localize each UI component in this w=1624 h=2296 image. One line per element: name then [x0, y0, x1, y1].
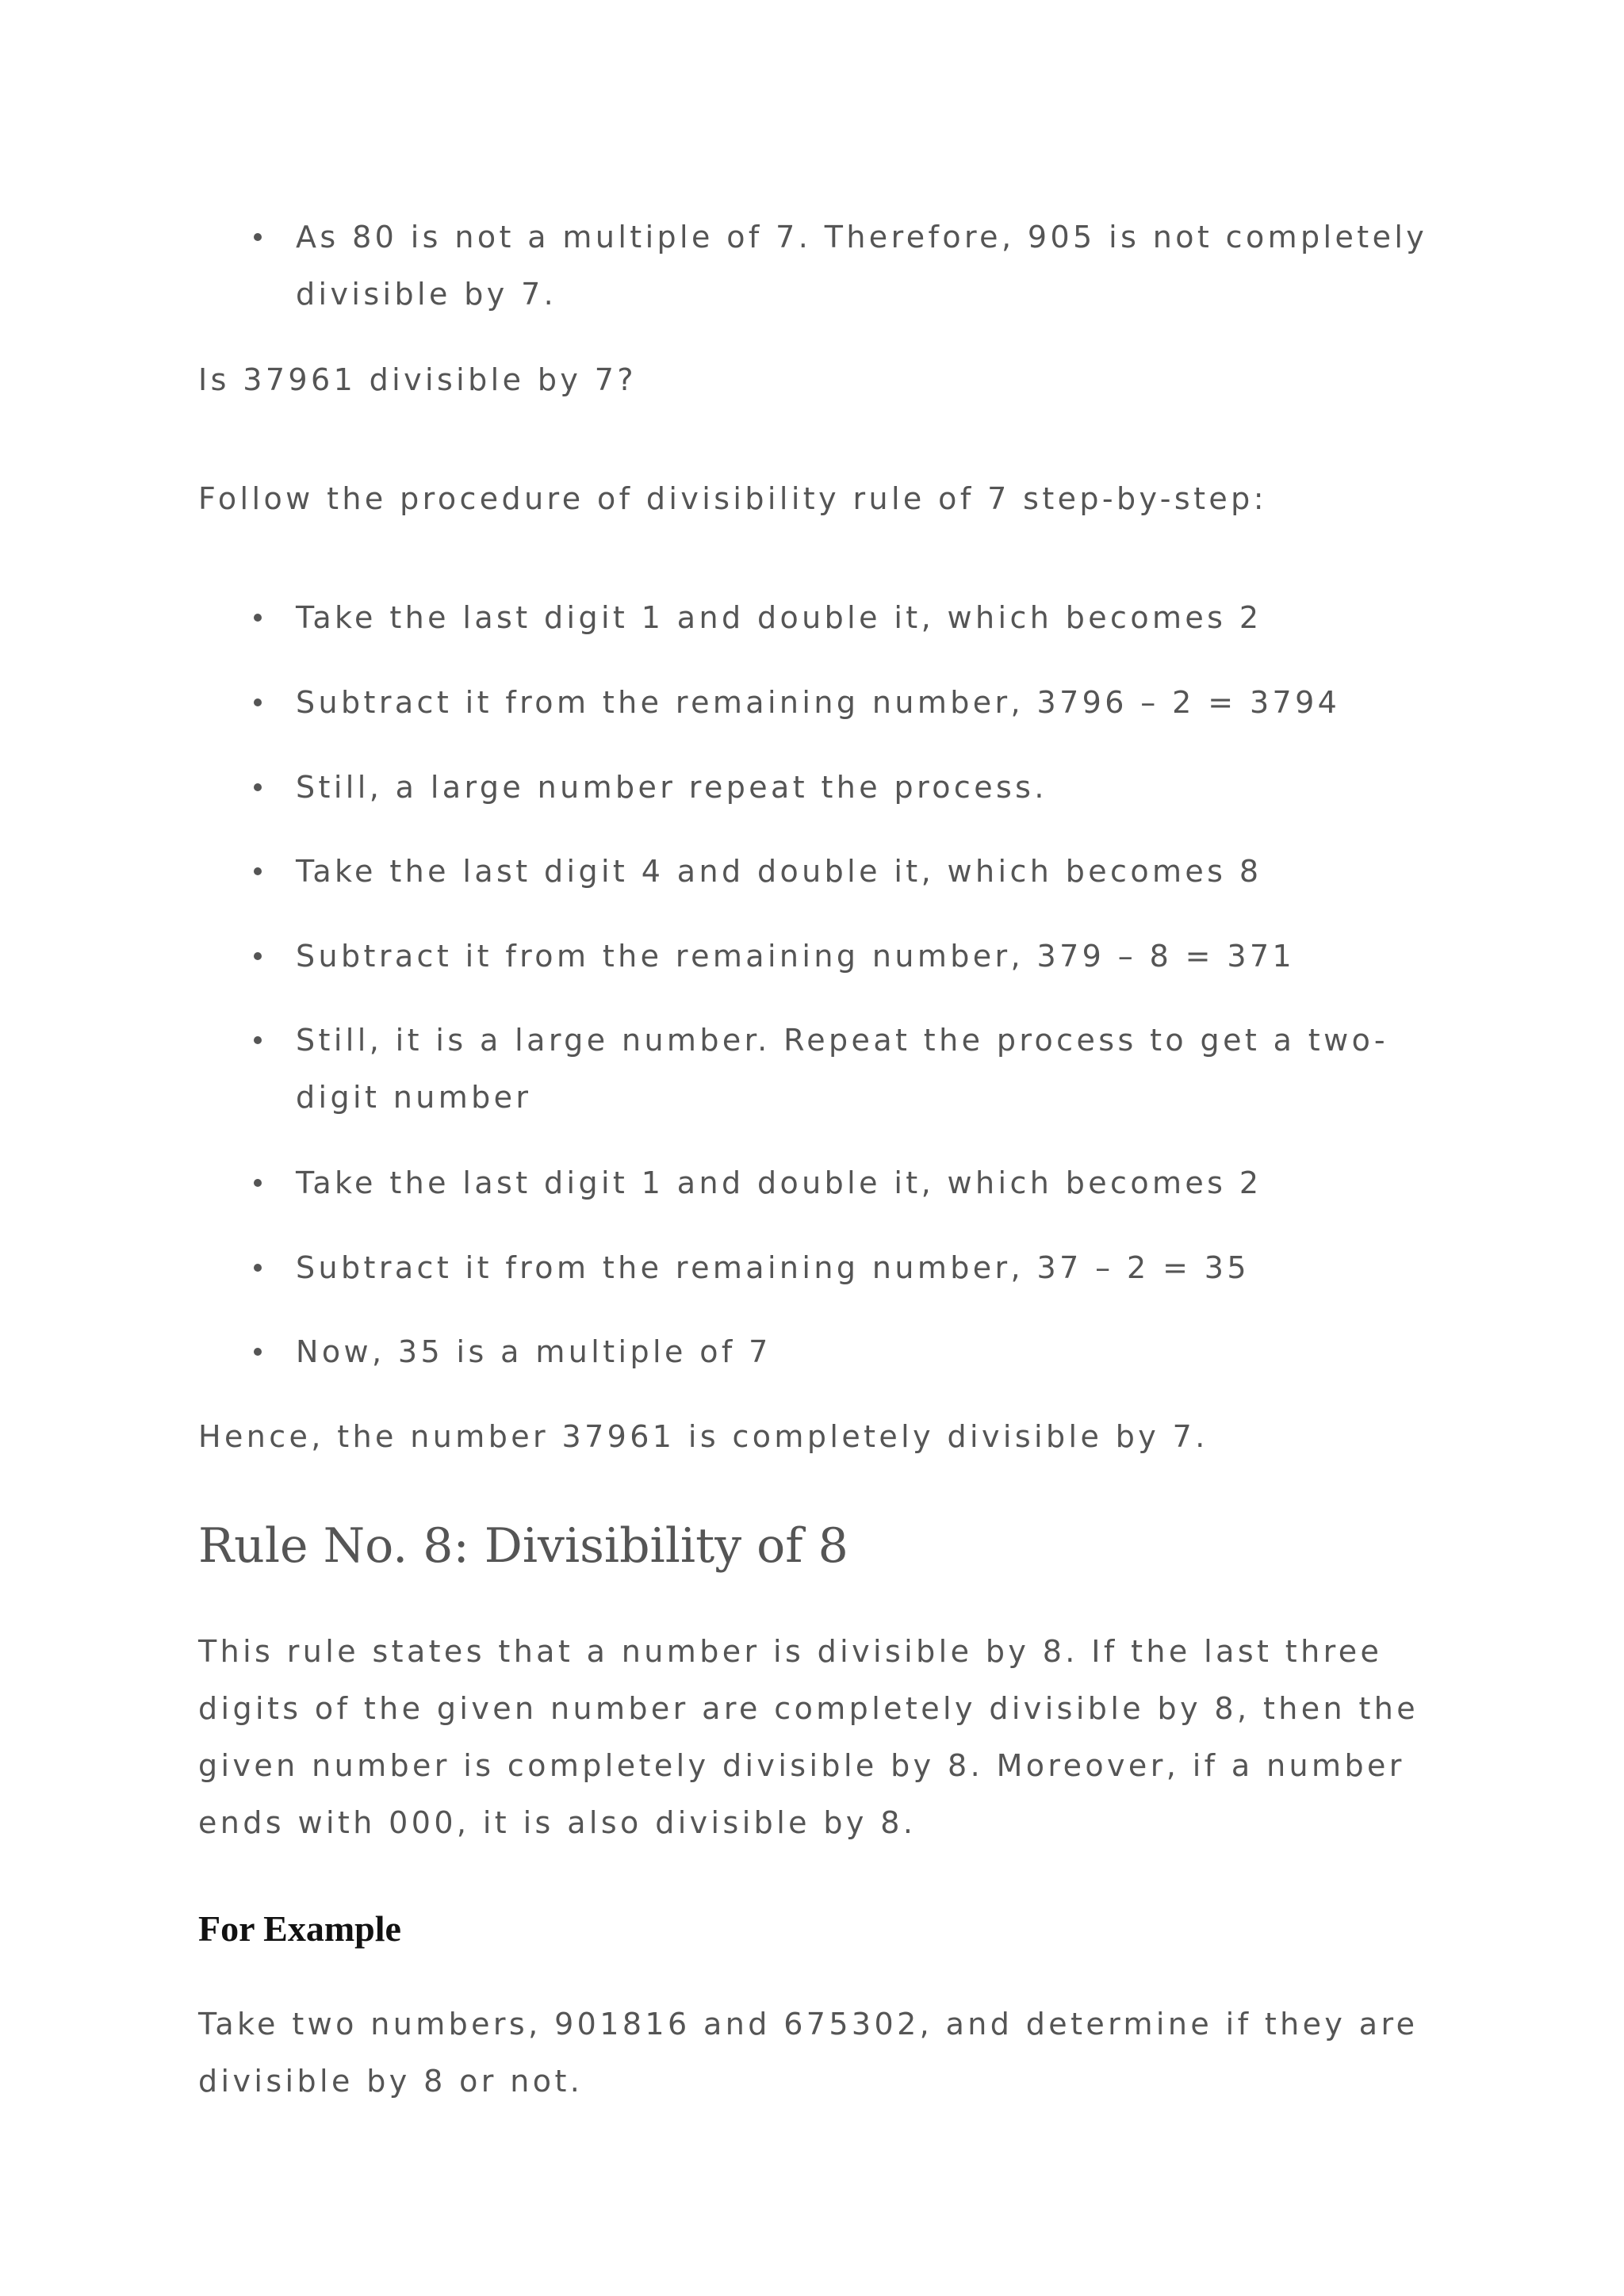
list-item — [296, 928, 1454, 985]
list-item — [296, 209, 1454, 323]
bullet-icon — [254, 783, 262, 791]
example-heading: For Example — [198, 1908, 401, 1949]
step-text: Still, it is a large number. Repeat the process to get a two-digit number — [296, 1023, 1389, 1115]
list-item — [296, 1012, 1454, 1126]
step-text: Now, 35 is a multiple of 7 — [296, 1334, 772, 1369]
bullet-text: As 80 is not a multiple of 7. Therefore, 905 is not completely divisible by 7. — [296, 220, 1428, 312]
bullet-icon — [254, 867, 262, 875]
bullet-icon — [254, 1036, 262, 1044]
list-item — [296, 589, 1454, 646]
bullet-icon — [254, 233, 262, 241]
bullet-icon — [254, 698, 262, 706]
step-text: Subtract it from the remaining number, 379 – 8 = 371 — [296, 939, 1296, 974]
bullet-icon — [254, 614, 262, 622]
step-text: Take the last digit 1 and double it, which becomes 2 — [296, 1165, 1262, 1200]
step-text: Subtract it from the remaining number, 37 – 2 = 35 — [296, 1250, 1250, 1285]
question-text: Is 37961 divisible by 7? — [198, 362, 637, 397]
bullet-icon — [254, 1179, 262, 1187]
step-text: Take the last digit 4 and double it, which becomes 8 — [296, 854, 1262, 889]
step-text: Take the last digit 1 and double it, which becomes 2 — [296, 600, 1262, 635]
rule-8-body: This rule states that a number is divisible by 8. If the last three digits of the given number are completely divisible by 8, then the given number is completely divisible by 8. Moreover, if a number ends with 000, it is also divisible by 8. — [198, 1634, 1419, 1840]
example-body: Take two numbers, 901816 and 675302, and determine if they are divisible by 8 or not. — [198, 2007, 1419, 2099]
rule-8-heading: Rule No. 8: Divisibility of 8 — [198, 1518, 848, 1574]
step-text: Still, a large number repeat the process. — [296, 770, 1048, 805]
conclusion-text: Hence, the number 37961 is completely divisible by 7. — [198, 1419, 1208, 1454]
list-item — [296, 1323, 1454, 1380]
bullet-icon — [254, 1264, 262, 1272]
step-text: Subtract it from the remaining number, 3796 – 2 = 3794 — [296, 685, 1341, 720]
bullet-icon — [254, 1348, 262, 1356]
procedure-intro: Follow the procedure of divisibility rule of 7 step-by-step: — [198, 481, 1267, 516]
list-item — [296, 674, 1454, 731]
list-item — [296, 843, 1454, 900]
list-item — [296, 1239, 1454, 1296]
list-item — [296, 1154, 1454, 1211]
list-item — [296, 759, 1454, 816]
bullet-icon — [254, 952, 262, 960]
